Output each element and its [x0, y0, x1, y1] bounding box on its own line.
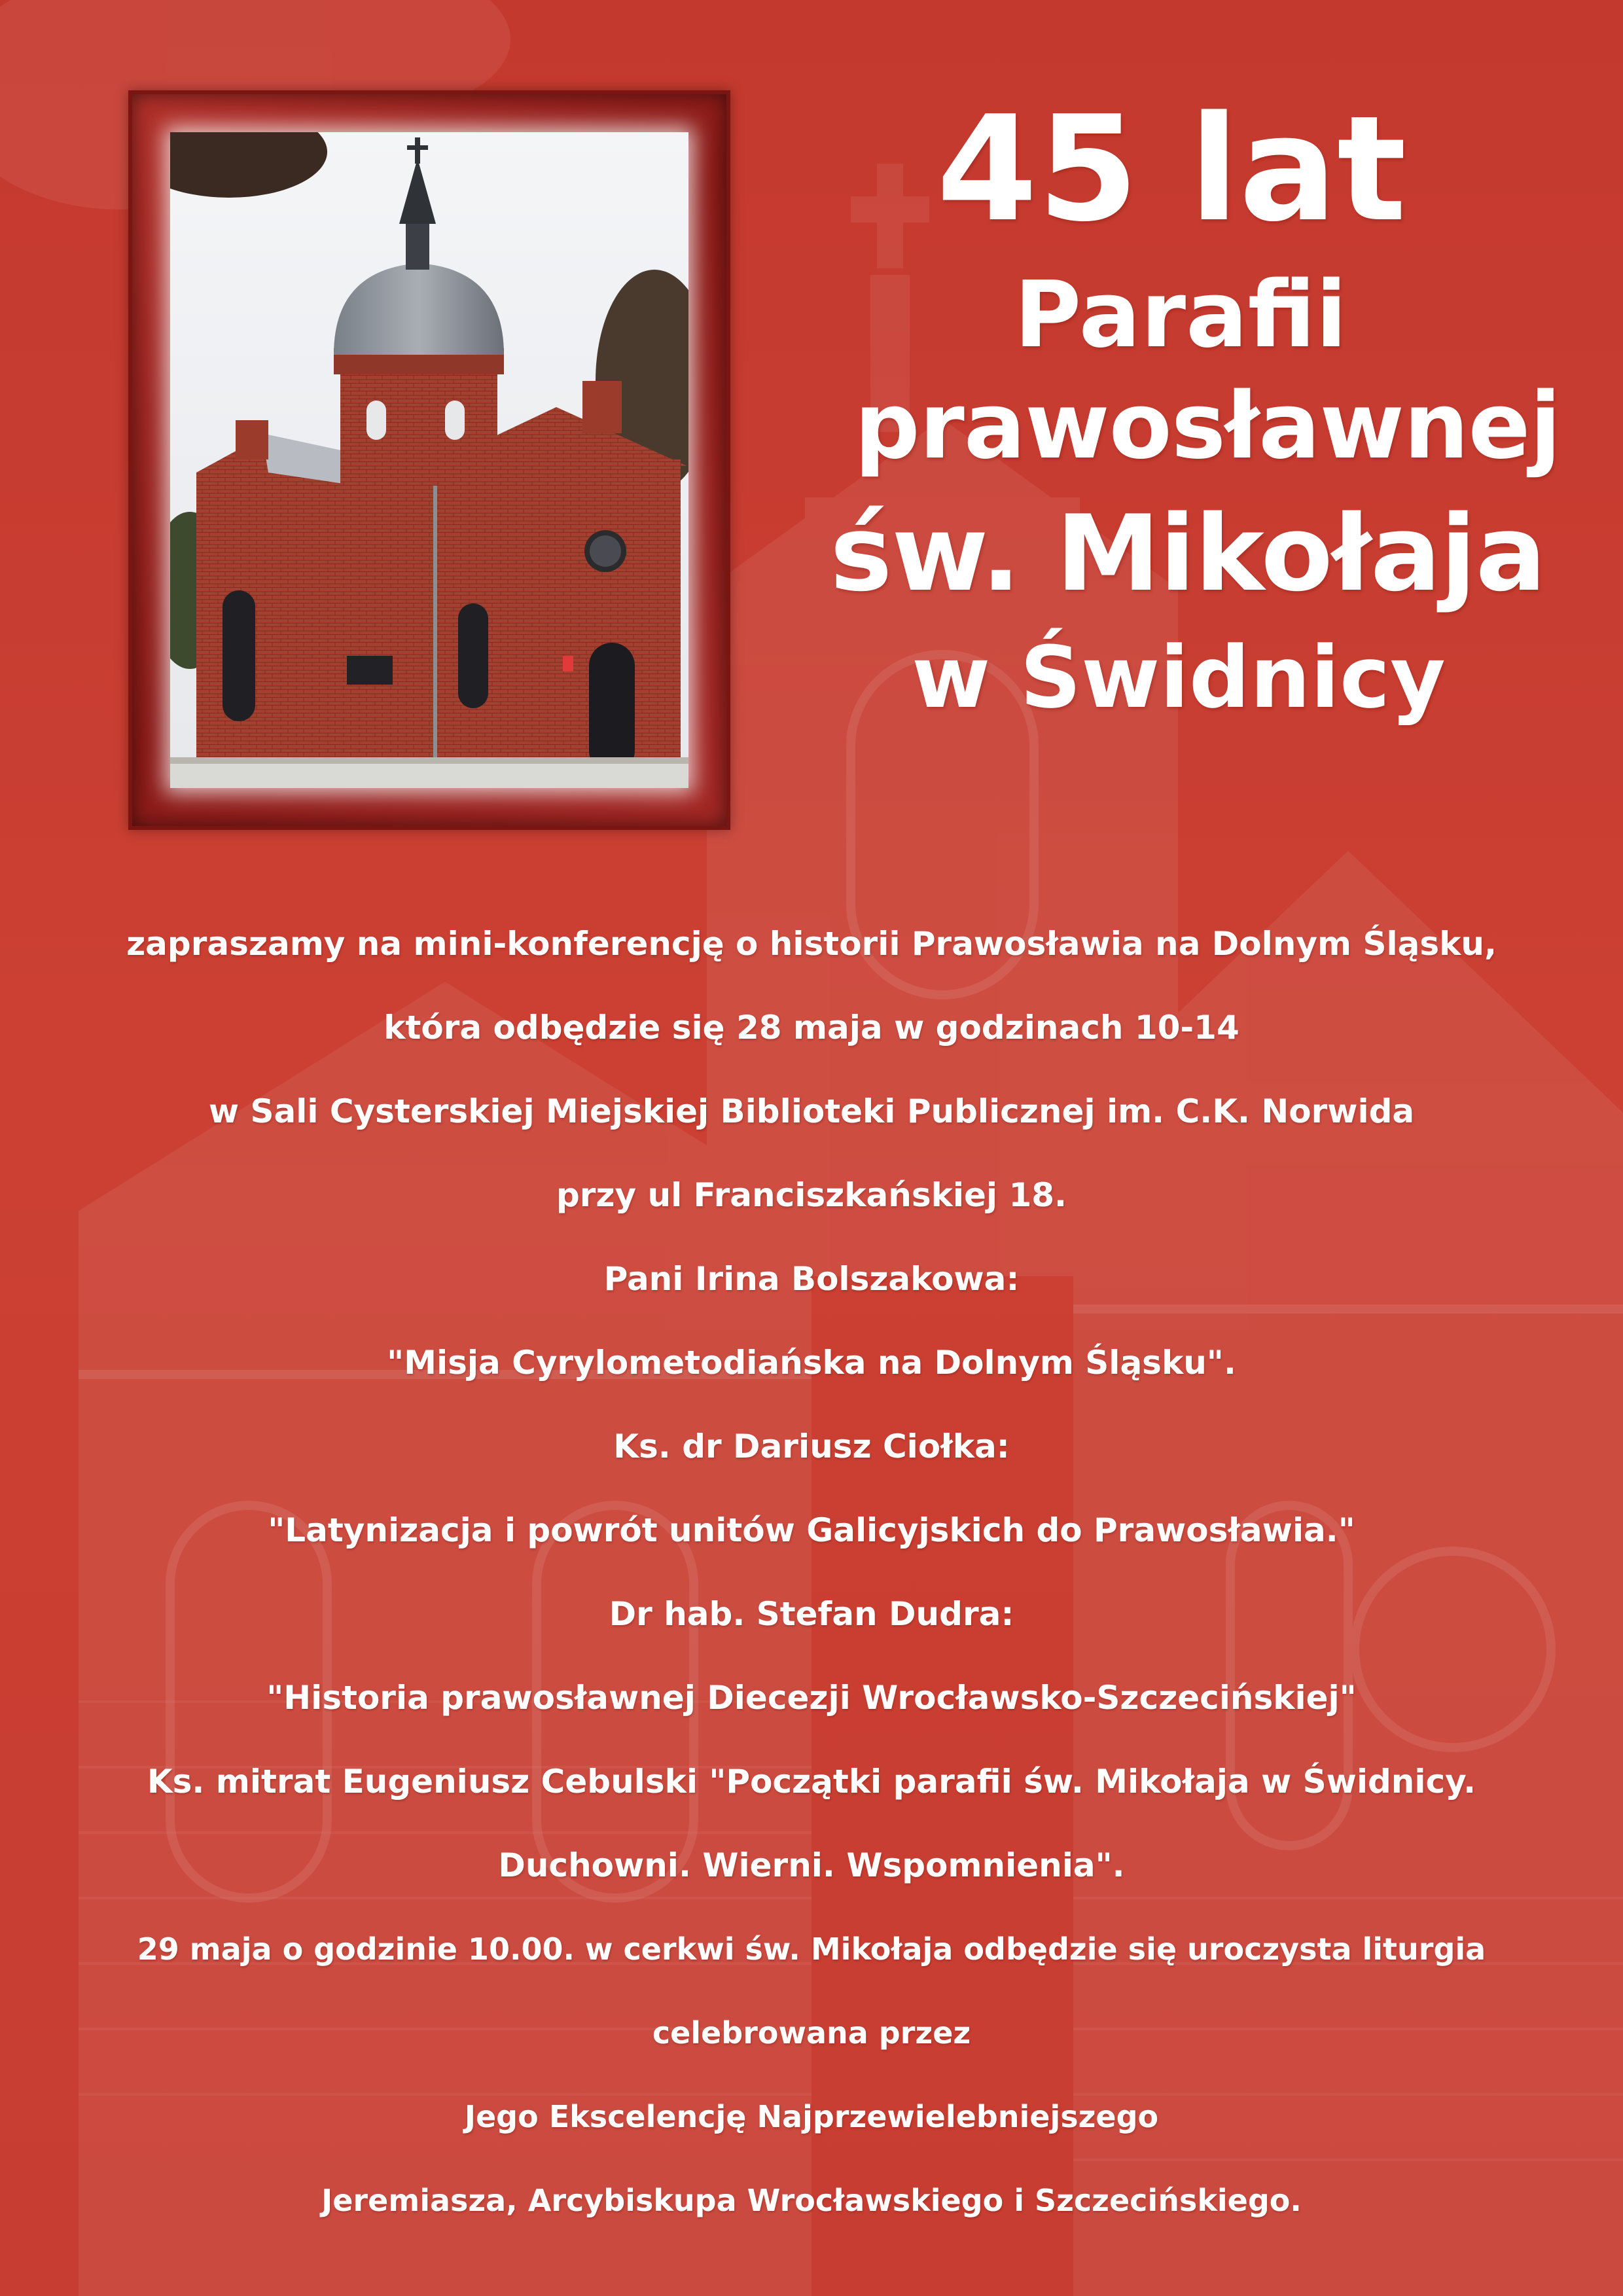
title-line-city: w Świdnicy	[912, 628, 1446, 727]
liturgy-line: celebrowana przez	[652, 2015, 971, 2051]
body-line: w Sali Cysterskiej Miejskiej Biblioteki Publicznej im. C.K. Norwida	[208, 1092, 1415, 1130]
body-line: która odbędzie się 28 maja w godzinach 10-14	[383, 1009, 1240, 1047]
speaker-name: Ks. dr Dariusz Ciołka:	[613, 1427, 1010, 1465]
title-line-parish: Parafii	[1014, 262, 1347, 368]
talk-title: "Historia prawosławnej Diecezji Wrocławsko-Szczecińskiej"	[266, 1679, 1357, 1717]
title-line-orthodox: prawosławnej	[854, 373, 1561, 480]
speaker-talk: Ks. mitrat Eugeniusz Cebulski "Początki parafii św. Mikołaja w Świdnicy.	[147, 1763, 1476, 1801]
announcement-text	[65, 902, 1558, 2242]
talk-title: Duchowni. Wierni. Wspomnienia".	[498, 1846, 1125, 1884]
liturgy-line: 29 maja o godzinie 10.00. w cerkwi św. Mikołaja odbędzie się uroczysta liturgia	[137, 1931, 1486, 1967]
speaker-name: Dr hab. Stefan Dudra:	[609, 1595, 1014, 1633]
title-line-saint: św. Mikołaja	[830, 492, 1546, 615]
church-photo	[170, 132, 688, 788]
photo-frame	[128, 90, 730, 830]
church-photo-icon	[170, 132, 688, 788]
talk-title: "Misja Cyrylometodiańska na Dolnym Śląsku".	[387, 1344, 1236, 1382]
liturgy-line: Jeremiasza, Arcybiskupa Wrocławskiego i Szczecińskiego.	[321, 2183, 1302, 2218]
poster-title	[772, 72, 1571, 727]
title-line-anniversary: 45 lat	[936, 85, 1407, 254]
speaker-name: Pani Irina Bolszakowa:	[603, 1260, 1020, 1298]
talk-title: "Latynizacja i powrót unitów Galicyjskich do Prawosławia."	[268, 1511, 1355, 1549]
body-line: przy ul Franciszkańskiej 18.	[556, 1176, 1067, 1214]
liturgy-line: Jego Ekscelencję Najprzewielebniejszego	[464, 2099, 1159, 2134]
body-line: zapraszamy na mini-konferencję o historii Prawosławia na Dolnym Śląsku,	[126, 925, 1497, 963]
